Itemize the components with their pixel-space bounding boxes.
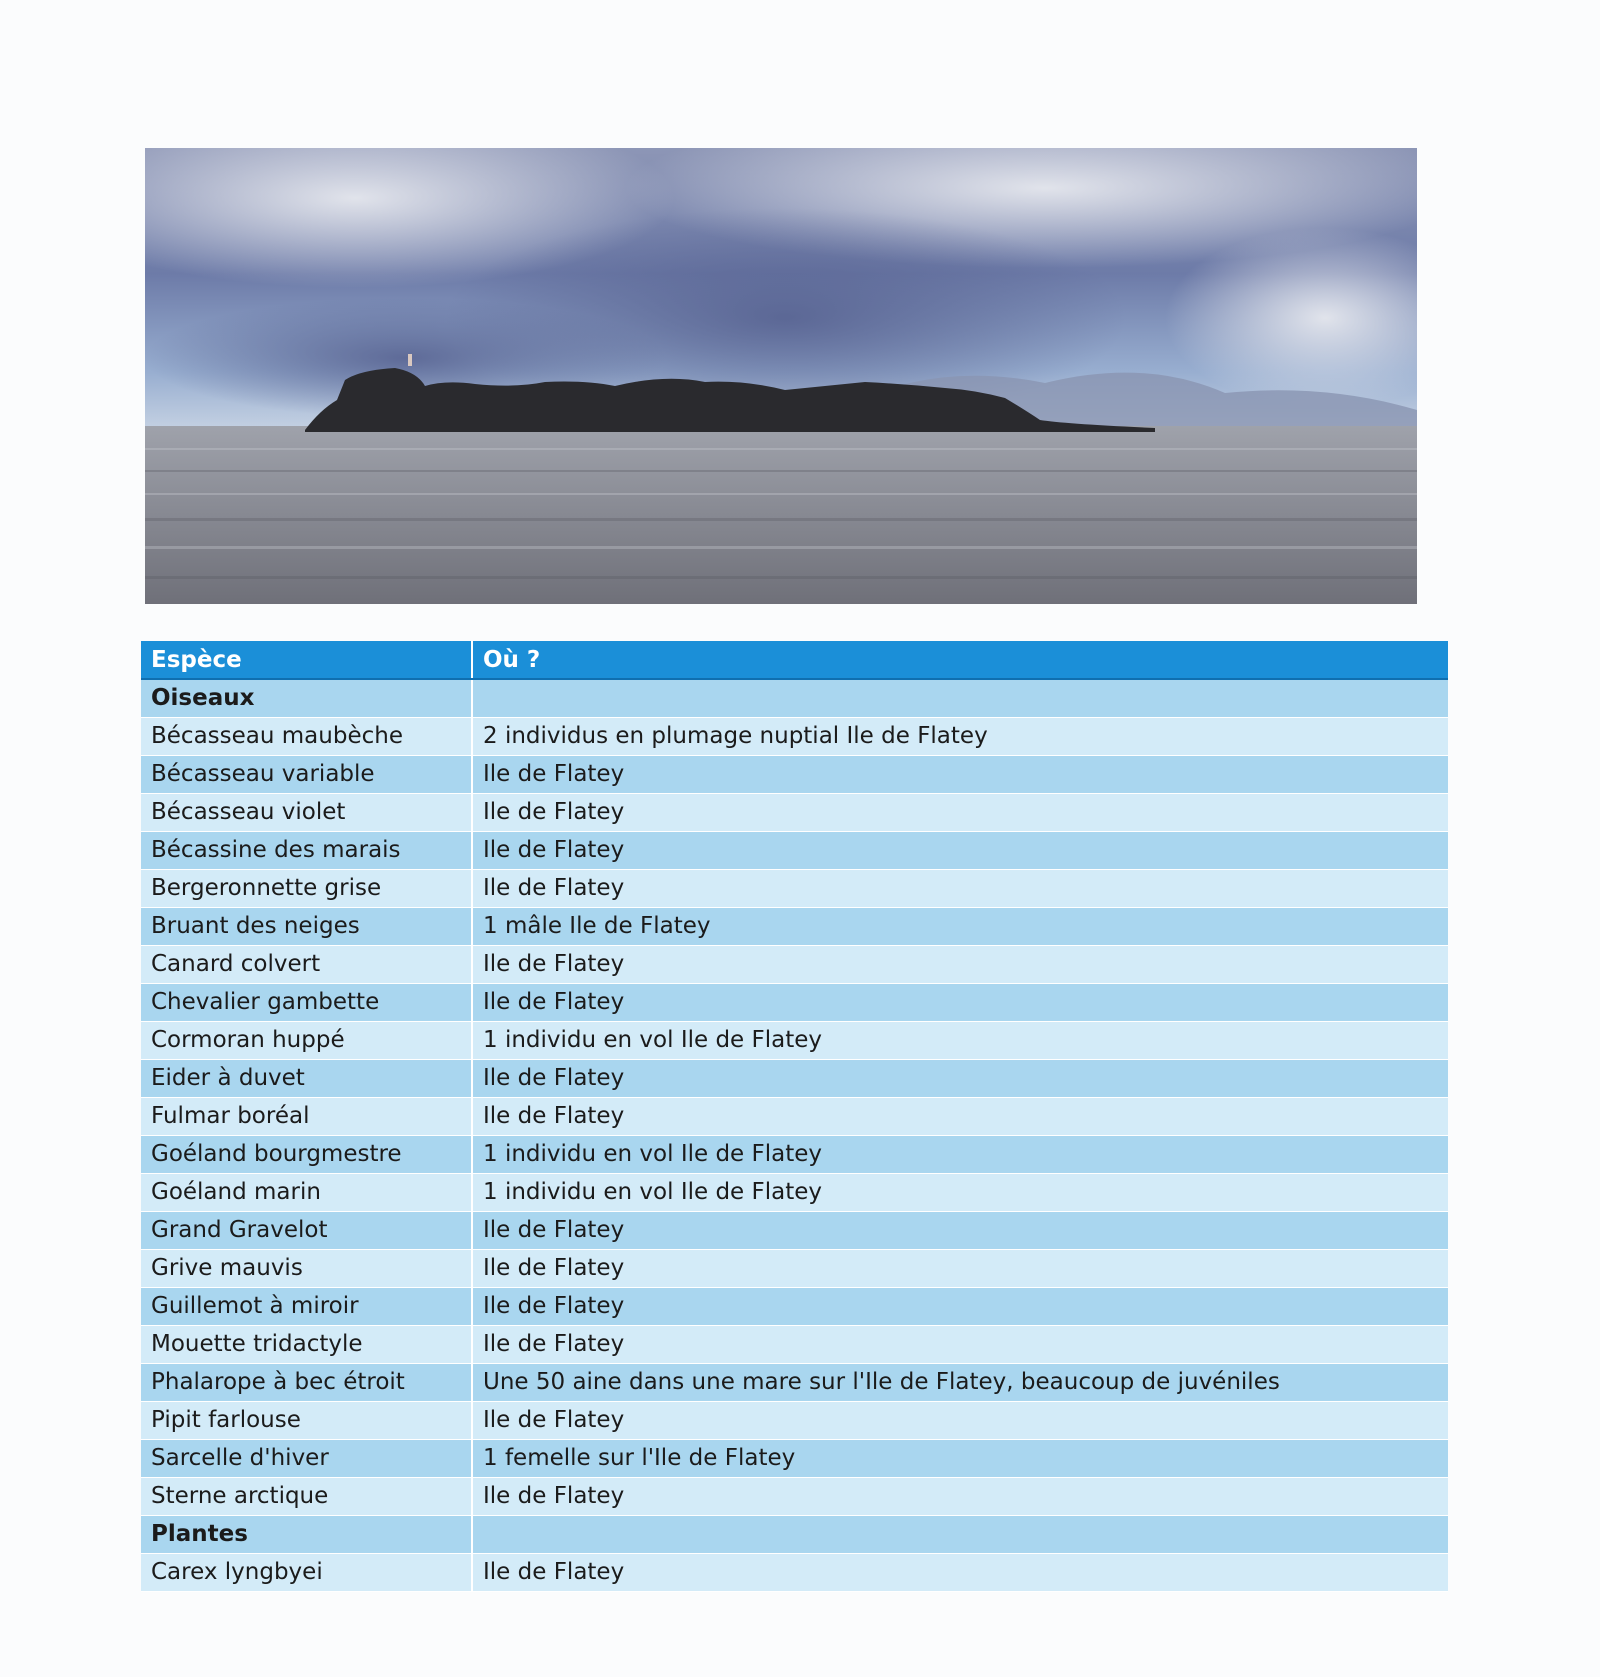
table-row (141, 793, 1448, 831)
species-cell: Bécasseau variable (141, 755, 472, 793)
location-cell (472, 1515, 1448, 1553)
location-cell: 1 femelle sur l'Ile de Flatey (472, 1439, 1448, 1477)
species-cell: Carex lyngbyei (141, 1553, 472, 1591)
table-row (141, 1249, 1448, 1287)
location-cell: Ile de Flatey (472, 1401, 1448, 1439)
species-cell: Bécasseau maubèche (141, 717, 472, 755)
location-cell: Ile de Flatey (472, 1097, 1448, 1135)
table-row (141, 945, 1448, 983)
table-row (141, 983, 1448, 1021)
table-row (141, 1059, 1448, 1097)
table-row (141, 1173, 1448, 1211)
table-row (141, 831, 1448, 869)
table-row (141, 1325, 1448, 1363)
species-cell: Canard colvert (141, 945, 472, 983)
location-cell: Ile de Flatey (472, 1477, 1448, 1515)
location-cell: 1 individu en vol Ile de Flatey (472, 1021, 1448, 1059)
table-row (141, 755, 1448, 793)
species-cell: Goéland marin (141, 1173, 472, 1211)
group-label: Plantes (141, 1515, 472, 1553)
location-cell: Ile de Flatey (472, 1287, 1448, 1325)
location-cell (472, 679, 1448, 717)
location-cell: Ile de Flatey (472, 1059, 1448, 1097)
location-cell: Ile de Flatey (472, 1249, 1448, 1287)
species-cell: Eider à duvet (141, 1059, 472, 1097)
table-row (141, 1287, 1448, 1325)
location-cell: Ile de Flatey (472, 1553, 1448, 1591)
table-row (141, 1097, 1448, 1135)
table-row (141, 1439, 1448, 1477)
species-cell: Bergeronnette grise (141, 869, 472, 907)
island-photo (145, 148, 1417, 604)
species-cell: Bécassine des marais (141, 831, 472, 869)
table-row (141, 907, 1448, 945)
lighthouse (408, 354, 412, 366)
species-cell: Mouette tridactyle (141, 1325, 472, 1363)
species-cell: Goéland bourgmestre (141, 1135, 472, 1173)
species-cell: Bécasseau violet (141, 793, 472, 831)
species-cell: Chevalier gambette (141, 983, 472, 1021)
location-cell: Une 50 aine dans une mare sur l'Ile de Flatey, beaucoup de juvéniles (472, 1363, 1448, 1401)
table-row (141, 1021, 1448, 1059)
location-cell: Ile de Flatey (472, 831, 1448, 869)
table-body (141, 679, 1448, 1591)
group-row (141, 679, 1448, 717)
location-cell: Ile de Flatey (472, 755, 1448, 793)
location-cell: Ile de Flatey (472, 869, 1448, 907)
species-cell: Grand Gravelot (141, 1211, 472, 1249)
species-cell: Cormoran huppé (141, 1021, 472, 1059)
location-cell: Ile de Flatey (472, 945, 1448, 983)
species-cell: Phalarope à bec étroit (141, 1363, 472, 1401)
species-cell: Grive mauvis (141, 1249, 472, 1287)
species-cell: Guillemot à miroir (141, 1287, 472, 1325)
location-cell: 1 individu en vol Ile de Flatey (472, 1173, 1448, 1211)
island-photo-svg (145, 148, 1417, 604)
table-row (141, 1553, 1448, 1591)
group-label: Oiseaux (141, 679, 472, 717)
species-cell: Bruant des neiges (141, 907, 472, 945)
group-row (141, 1515, 1448, 1553)
table-row (141, 1477, 1448, 1515)
species-cell: Sarcelle d'hiver (141, 1439, 472, 1477)
species-cell: Pipit farlouse (141, 1401, 472, 1439)
table-row (141, 869, 1448, 907)
column-header-species: Espèce (141, 641, 472, 679)
table-row (141, 1401, 1448, 1439)
table-row (141, 717, 1448, 755)
location-cell: 2 individus en plumage nuptial Ile de Flatey (472, 717, 1448, 755)
species-cell: Fulmar boréal (141, 1097, 472, 1135)
species-cell: Sterne arctique (141, 1477, 472, 1515)
table-header-row (141, 641, 1448, 679)
column-header-where: Où ? (472, 641, 1448, 679)
location-cell: 1 mâle Ile de Flatey (472, 907, 1448, 945)
location-cell: Ile de Flatey (472, 793, 1448, 831)
table-row (141, 1211, 1448, 1249)
table-row (141, 1135, 1448, 1173)
location-cell: Ile de Flatey (472, 983, 1448, 1021)
species-table (141, 641, 1448, 1592)
location-cell: 1 individu en vol Ile de Flatey (472, 1135, 1448, 1173)
location-cell: Ile de Flatey (472, 1325, 1448, 1363)
location-cell: Ile de Flatey (472, 1211, 1448, 1249)
table-row (141, 1363, 1448, 1401)
